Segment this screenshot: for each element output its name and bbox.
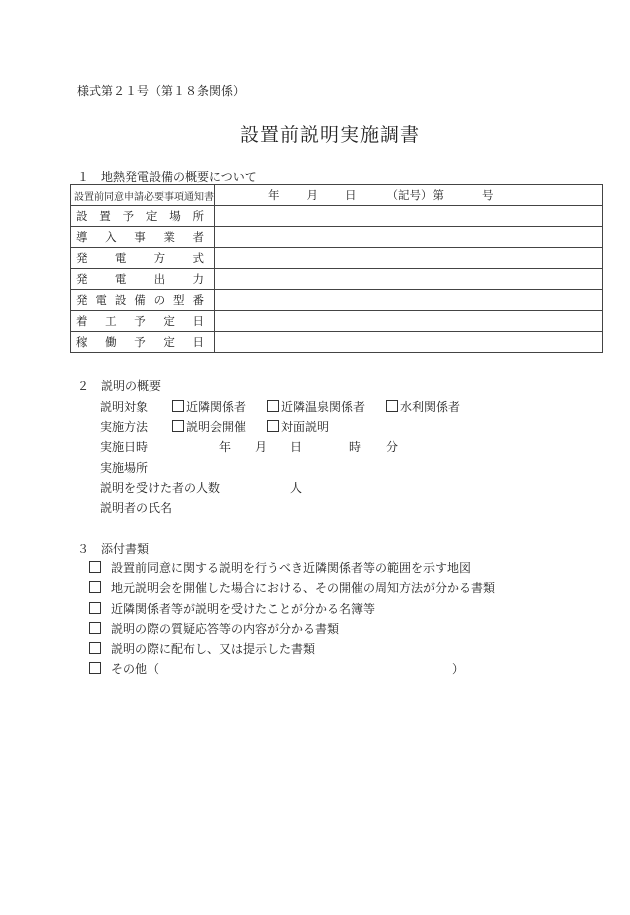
option-water-rights[interactable]: [386, 398, 460, 415]
attachment-item[interactable]: [89, 640, 315, 657]
place-label: 実施場所: [100, 461, 149, 475]
value-cell[interactable]: [215, 290, 603, 311]
label-char: 発: [76, 293, 88, 307]
label-generation-method: [76, 250, 204, 266]
label-construction-start: [76, 313, 204, 329]
label-char: 発: [76, 251, 88, 265]
attachment-item[interactable]: [89, 579, 495, 596]
checkbox[interactable]: [89, 662, 101, 674]
attachment-label: 地元説明会を開催した場合における、その開催の周知方法が分かる書類: [111, 581, 496, 595]
value-cell[interactable]: [215, 206, 603, 227]
label-char: 者: [192, 230, 204, 244]
checkbox[interactable]: [172, 400, 184, 412]
other-label: その他（: [111, 662, 160, 676]
option-label: 近隣関係者: [186, 400, 247, 414]
attachment-other[interactable]: [89, 660, 159, 677]
table-row: [71, 227, 603, 248]
year-unit: 年: [219, 440, 232, 454]
hour-unit: 時: [349, 440, 362, 454]
option-label: 対面説明: [281, 420, 330, 434]
count-label: 説明を受けた者の人数: [100, 481, 221, 495]
table-row: [71, 248, 603, 269]
label-char: 稼: [76, 335, 88, 349]
option-label: 水利関係者: [400, 400, 461, 414]
attachment-item[interactable]: [89, 559, 471, 576]
label-char: の: [153, 293, 166, 307]
table-row: [71, 290, 603, 311]
datetime-label: 実施日時: [100, 440, 149, 454]
checkbox[interactable]: [89, 642, 101, 654]
label-install-location: [76, 208, 204, 224]
option-label: 近隣温泉関係者: [281, 400, 366, 414]
option-neighbors[interactable]: [172, 398, 246, 415]
label-char: 式: [192, 251, 204, 265]
table-row: [71, 206, 603, 227]
checkbox[interactable]: [89, 622, 101, 634]
value-cell[interactable]: [215, 227, 603, 248]
label-char: 場: [169, 209, 181, 223]
attachment-item[interactable]: [89, 600, 375, 617]
attachment-label: 近隣関係者等が説明を受けたことが分かる名簿等: [111, 602, 376, 616]
label-char: 設: [114, 293, 127, 307]
label-char: 定: [163, 314, 175, 328]
label-model-number: [76, 292, 204, 308]
label-char: 着: [76, 314, 88, 328]
value-cell[interactable]: [215, 269, 603, 290]
label-char: 番: [192, 293, 204, 307]
checkbox[interactable]: [386, 400, 398, 412]
checkbox[interactable]: [172, 420, 184, 432]
row-label: [71, 290, 215, 311]
checkbox[interactable]: [89, 561, 101, 573]
label-char: 予: [122, 209, 135, 223]
table-row: [71, 332, 603, 353]
option-briefing-session[interactable]: [172, 418, 246, 435]
attachment-label: 設置前同意に関する説明を行うべき近隣関係者等の範囲を示す地図: [111, 561, 472, 575]
attachment-item[interactable]: [89, 620, 339, 637]
label-output: [76, 271, 204, 287]
day-unit: 日: [345, 188, 357, 202]
label-char: 予: [134, 335, 146, 349]
section2-heading: ２ 説明の概要: [77, 379, 162, 393]
notice-date-cell[interactable]: [215, 185, 603, 206]
label-char: 所: [192, 209, 204, 223]
row-label: [71, 311, 215, 332]
row-label: [71, 248, 215, 269]
value-cell[interactable]: [215, 248, 603, 269]
label-char: 力: [192, 272, 204, 286]
label-char: 設: [76, 209, 88, 223]
checkbox[interactable]: [89, 581, 101, 593]
label-char: 定: [163, 335, 175, 349]
label-char: 定: [145, 209, 158, 223]
form-number: 様式第２１号（第１８条関係）: [77, 84, 246, 98]
row-label: 設置前同意申請必要事項通知書: [71, 185, 215, 206]
row-label: [71, 227, 215, 248]
label-char: 導: [76, 230, 88, 244]
label-operation-start: [76, 334, 204, 350]
checkbox[interactable]: [89, 602, 101, 614]
month-unit: 月: [306, 188, 318, 202]
label-char: 業: [163, 230, 175, 244]
checkbox[interactable]: [267, 420, 279, 432]
section1-heading: １ 地熱発電設備の概要について: [77, 170, 257, 184]
label-char: 電: [114, 251, 127, 265]
value-cell[interactable]: [215, 311, 603, 332]
label-char: 置: [99, 209, 111, 223]
label-char: 事: [134, 230, 146, 244]
label-char: 発: [76, 272, 88, 286]
label-char: 工: [105, 314, 117, 328]
row-label: [71, 332, 215, 353]
label-char: 予: [134, 314, 146, 328]
target-label: 説明対象: [100, 400, 149, 414]
row-label: [71, 206, 215, 227]
count-unit: 人: [290, 481, 303, 495]
attachment-label: 説明の際に配布し、又は提示した書類: [111, 642, 316, 656]
explainer-label: 説明者の氏名: [100, 501, 173, 515]
option-hot-spring[interactable]: [267, 398, 365, 415]
day-unit: 日: [290, 440, 303, 454]
document-title: 設置前説明実施調書: [239, 124, 420, 146]
attachment-label: 説明の際の質疑応答等の内容が分かる書類: [111, 622, 340, 636]
table-row: [71, 311, 603, 332]
option-face-to-face[interactable]: [267, 418, 329, 435]
label-char: 入: [105, 230, 117, 244]
record-number-prefix: （記号）第: [386, 188, 444, 202]
table-row: [71, 269, 603, 290]
month-unit: 月: [255, 440, 268, 454]
option-label: 説明会開催: [186, 420, 247, 434]
label-char: 電: [114, 272, 127, 286]
table-row: [71, 185, 603, 206]
label-operator: [76, 229, 204, 245]
label-char: 方: [153, 251, 166, 265]
label-char: 電: [95, 293, 107, 307]
row-label: [71, 269, 215, 290]
label-char: 日: [192, 314, 204, 328]
label-char: 備: [134, 293, 146, 307]
label-char: 働: [105, 335, 117, 349]
other-close: ）: [452, 662, 465, 676]
overview-table: [70, 184, 603, 353]
label-char: 出: [153, 272, 166, 286]
label-char: 型: [173, 293, 185, 307]
label-char: 日: [192, 335, 204, 349]
value-cell[interactable]: [215, 332, 603, 353]
method-label: 実施方法: [100, 420, 149, 434]
section3-heading: ３ 添付書類: [77, 542, 150, 556]
number-unit: 号: [482, 188, 494, 202]
year-unit: 年: [268, 188, 280, 202]
minute-unit: 分: [386, 440, 399, 454]
checkbox[interactable]: [267, 400, 279, 412]
